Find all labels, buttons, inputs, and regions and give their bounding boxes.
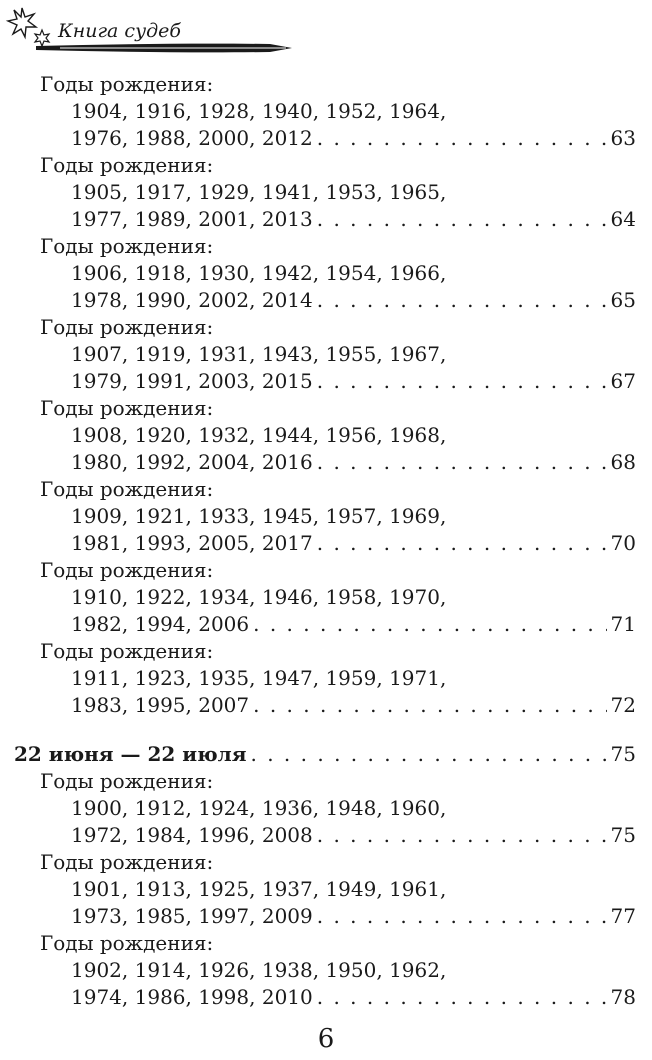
entry-label: Годы рождения: — [40, 769, 214, 793]
entry-years-line1: 1900, 1912, 1924, 1936, 1948, 1960, — [71, 796, 447, 820]
dot-leader — [317, 286, 607, 314]
dot-leader — [253, 610, 606, 638]
entry-years-line1: 1908, 1920, 1932, 1944, 1956, 1968, — [71, 423, 447, 447]
entry-years-row[interactable] — [71, 124, 636, 152]
entry-years-row[interactable] — [71, 691, 636, 719]
quill-underline-icon — [36, 44, 292, 53]
entry-years-row[interactable] — [71, 902, 636, 930]
entry-page: 75 — [610, 823, 636, 847]
entry-years-row[interactable] — [71, 367, 636, 395]
entry-years-line2: 1983, 1995, 2007 — [71, 693, 250, 717]
entry-years-line2: 1981, 1993, 2005, 2017 — [71, 531, 313, 555]
entry-years-row[interactable] — [71, 529, 636, 557]
running-title: Книга судеб — [58, 20, 181, 42]
entry-years-line1: 1904, 1916, 1928, 1940, 1952, 1964, — [71, 99, 447, 123]
entry-page: 64 — [610, 207, 636, 231]
entry-page: 68 — [610, 450, 636, 474]
entry-page: 78 — [610, 985, 636, 1009]
entry-years-line2: 1972, 1984, 1996, 2008 — [71, 823, 313, 847]
entry-years-line2: 1974, 1986, 1998, 2010 — [71, 985, 313, 1009]
entry-page: 70 — [610, 531, 636, 555]
entry-years-line2: 1977, 1989, 2001, 2013 — [71, 207, 313, 231]
entry-years-row[interactable] — [71, 205, 636, 233]
dot-leader — [317, 367, 607, 395]
entry-years-line2: 1978, 1990, 2002, 2014 — [71, 288, 313, 312]
entry-years-line1: 1910, 1922, 1934, 1946, 1958, 1970, — [71, 585, 447, 609]
section-heading[interactable] — [14, 740, 636, 768]
dot-leader — [317, 821, 607, 849]
page-number: 6 — [317, 1024, 335, 1054]
entry-years-row[interactable] — [71, 286, 636, 314]
entry-years-line2: 1976, 1988, 2000, 2012 — [71, 126, 313, 150]
dot-leader — [317, 902, 607, 930]
entry-years-row[interactable] — [71, 821, 636, 849]
entry-label: Годы рождения: — [40, 558, 214, 582]
entry-years-line1: 1901, 1913, 1925, 1937, 1949, 1961, — [71, 877, 447, 901]
entry-label: Годы рождения: — [40, 153, 214, 177]
entry-label: Годы рождения: — [40, 396, 214, 420]
entry-years-line1: 1909, 1921, 1933, 1945, 1957, 1969, — [71, 504, 447, 528]
entry-years-line2: 1973, 1985, 1997, 2009 — [71, 904, 313, 928]
dot-leader — [253, 691, 606, 719]
entry-years-line1: 1902, 1914, 1926, 1938, 1950, 1962, — [71, 958, 447, 982]
dot-leader — [317, 983, 607, 1011]
entry-years-line1: 1911, 1923, 1935, 1947, 1959, 1971, — [71, 666, 447, 690]
entry-years-line1: 1907, 1919, 1931, 1943, 1955, 1967, — [71, 342, 447, 366]
entry-page: 67 — [610, 369, 636, 393]
entry-years-row[interactable] — [71, 448, 636, 476]
entry-years-line1: 1905, 1917, 1929, 1941, 1953, 1965, — [71, 180, 447, 204]
entry-years-row[interactable] — [71, 610, 636, 638]
section-page: 75 — [610, 742, 636, 766]
entry-page: 63 — [610, 126, 636, 150]
entry-page: 71 — [610, 612, 636, 636]
dot-leader — [317, 448, 607, 476]
entry-page: 77 — [610, 904, 636, 928]
entry-page: 65 — [610, 288, 636, 312]
star-icon — [8, 8, 36, 37]
entry-label: Годы рождения: — [40, 931, 214, 955]
entry-label: Годы рождения: — [40, 850, 214, 874]
entry-label: Годы рождения: — [40, 234, 214, 258]
entry-label: Годы рождения: — [40, 639, 214, 663]
dot-leader — [317, 529, 607, 557]
entry-years-line1: 1906, 1918, 1930, 1942, 1954, 1966, — [71, 261, 447, 285]
entry-label: Годы рождения: — [40, 477, 214, 501]
entry-years-row[interactable] — [71, 983, 636, 1011]
dot-leader — [317, 124, 607, 152]
entry-page: 72 — [610, 693, 636, 717]
dot-leader — [317, 205, 607, 233]
entry-years-line2: 1979, 1991, 2003, 2015 — [71, 369, 313, 393]
page-header — [0, 0, 652, 70]
dot-leader — [251, 740, 607, 768]
entry-label: Годы рождения: — [40, 315, 214, 339]
entry-years-line2: 1982, 1994, 2006 — [71, 612, 250, 636]
section-title: 22 июня — 22 июля — [14, 742, 247, 766]
entry-label: Годы рождения: — [40, 72, 214, 96]
small-star-icon — [35, 30, 49, 46]
entry-years-line2: 1980, 1992, 2004, 2016 — [71, 450, 313, 474]
